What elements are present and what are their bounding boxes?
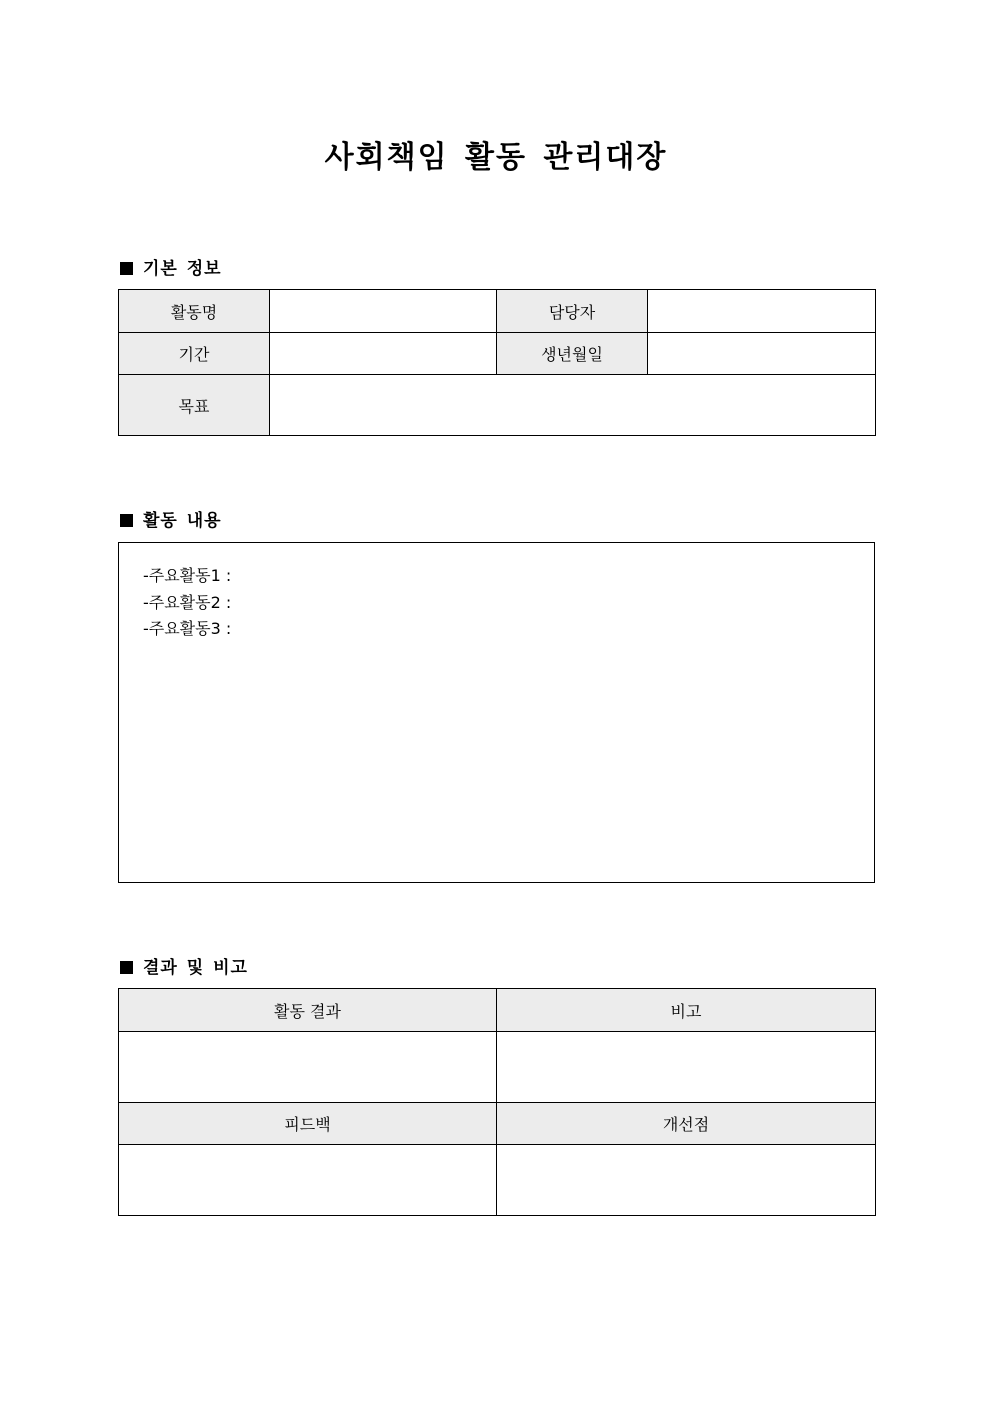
period-field[interactable] [270, 333, 497, 375]
square-bullet-icon [120, 262, 133, 275]
activity-result-label: 활동 결과 [119, 989, 497, 1032]
activity-content-heading [120, 506, 222, 531]
square-bullet-icon [120, 514, 133, 527]
period-label: 기간 [119, 333, 270, 375]
manager-field[interactable] [648, 290, 876, 333]
activity-name-field[interactable] [270, 290, 497, 333]
remarks-field[interactable] [497, 1032, 876, 1103]
goal-label: 목표 [119, 375, 270, 436]
activity-content-lines [143, 563, 231, 643]
goal-field[interactable] [270, 375, 876, 436]
activity-result-field[interactable] [119, 1032, 497, 1103]
main-activity-1: -주요활동1 : [143, 566, 232, 585]
basic-info-table [118, 289, 876, 436]
results-heading-text: 결과 및 비고 [143, 958, 248, 978]
manager-label: 담당자 [497, 290, 648, 333]
results-table [118, 988, 876, 1216]
feedback-field[interactable] [119, 1145, 497, 1216]
activity-content-heading-text: 활동 내용 [143, 511, 222, 531]
improvement-label: 개선점 [497, 1103, 876, 1145]
feedback-label: 피드백 [119, 1103, 497, 1145]
main-activity-3: -주요활동3 : [143, 619, 232, 638]
improvement-field[interactable] [497, 1145, 876, 1216]
birthdate-label: 생년월일 [497, 333, 648, 375]
basic-info-heading [120, 254, 222, 279]
page-title: 사회책임 활동 관리대장 [324, 140, 668, 175]
remarks-label: 비고 [497, 989, 876, 1032]
main-activity-2: -주요활동2 : [143, 592, 232, 612]
results-heading [120, 953, 248, 978]
activity-content-box[interactable] [118, 542, 875, 883]
activity-name-label: 활동명 [119, 290, 270, 333]
square-bullet-icon [120, 961, 133, 974]
birthdate-field[interactable] [648, 333, 876, 375]
basic-info-heading-text: 기본 정보 [143, 259, 222, 279]
